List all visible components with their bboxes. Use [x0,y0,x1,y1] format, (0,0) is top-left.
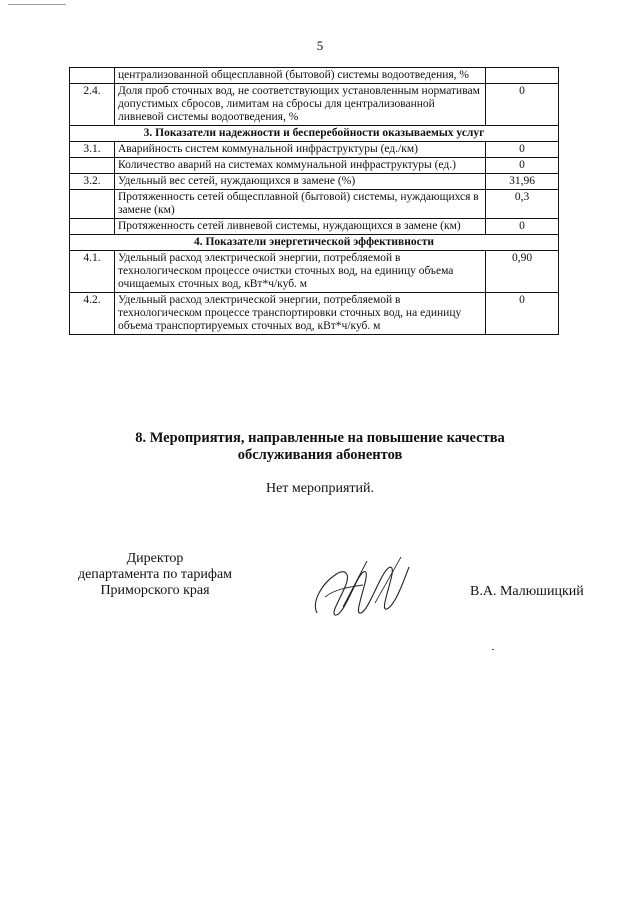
section-8-heading-line-1: 8. Мероприятия, направленные на повышение качества [135,430,505,446]
indicator-value: 31,96 [486,174,559,190]
row-number: 3.1. [70,142,115,158]
handwritten-signature [305,553,415,623]
row-number: 2.4. [70,84,115,126]
section-8-heading [0,430,640,464]
indicator-value: 0 [486,142,559,158]
table-row [70,190,559,219]
indicator-text: Доля проб сточных вод, не соответствующих установленным нормативам допустимых сбросов, лимитам на сбросы для централизованной ливневой системы водоотведения, % [115,84,486,126]
indicator-text: Количество аварий на системах коммунальной инфраструктуры (ед.) [115,158,486,174]
row-number [70,190,115,219]
signatory-title-line-3: Приморского края [100,583,210,598]
indicators-table [69,67,559,335]
row-number: 4.2. [70,293,115,335]
row-number [70,68,115,84]
page-number: 5 [316,38,324,53]
table-row [70,68,559,84]
indicator-text: Протяженность сетей общесплавной (бытовой) системы, нуждающихся в замене (км) [115,190,486,219]
indicator-value: 0,3 [486,190,559,219]
table-section-row [70,126,559,142]
row-number [70,158,115,174]
table-row [70,251,559,293]
indicator-value: 0 [486,158,559,174]
table-row [70,174,559,190]
signatory-title [60,551,250,599]
row-number [70,219,115,235]
indicator-value: 0 [486,84,559,126]
indicator-value: 0 [486,293,559,335]
indicator-text: централизованной общесплавной (бытовой) системы водоотведения, % [115,68,486,84]
signatory-name: В.А. Малюшицкий [470,584,584,599]
indicator-text: Удельный расход электрической энергии, потребляемой в технологическом процессе транспортировки сточных вод, на единицу объема транспортируемых сточных вод, кВт*ч/куб. м [115,293,486,335]
table-row [70,84,559,126]
row-number: 4.1. [70,251,115,293]
table-row [70,293,559,335]
signatory-title-line-1: Директор [126,551,184,566]
indicator-value: 0 [486,219,559,235]
scan-speck [492,649,494,650]
table-row [70,219,559,235]
table-row [70,142,559,158]
section-heading: 4. Показатели энергетической эффективности [70,235,559,251]
top-edge-line [8,4,66,5]
row-number: 3.2. [70,174,115,190]
signatory-title-line-2: департамента по тарифам [77,567,233,582]
table-row [70,158,559,174]
table-section-row [70,235,559,251]
section-heading: 3. Показатели надежности и бесперебойности оказываемых услуг [70,126,559,142]
section-8-note: Нет мероприятий. [265,481,375,496]
indicator-text: Удельный вес сетей, нуждающихся в замене (%) [115,174,486,190]
indicator-text: Аварийность систем коммунальной инфраструктуры (ед./км) [115,142,486,158]
section-8-heading-line-2: обслуживания абонентов [237,447,403,463]
indicator-value: 0,90 [486,251,559,293]
indicator-value [486,68,559,84]
indicators-table-body [70,68,559,335]
indicator-text: Удельный расход электрической энергии, потребляемой в технологическом процессе очистки сточных вод, на единицу объема очищаемых сточных вод, кВт*ч/куб. м [115,251,486,293]
indicator-text: Протяженность сетей ливневой системы, нуждающихся в замене (км) [115,219,486,235]
